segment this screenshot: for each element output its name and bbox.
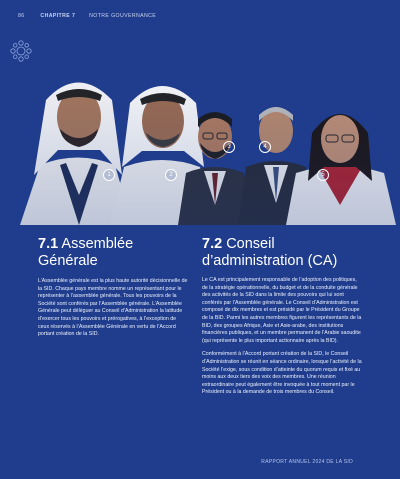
member-number-badge: 2 — [165, 169, 177, 181]
page-number: 86 — [18, 13, 25, 19]
section-general-assembly — [38, 236, 188, 345]
section-number: 7.1 — [38, 236, 59, 252]
member-number-badge: 3 — [223, 141, 235, 153]
section-title: Conseil d’administration (CA) — [202, 236, 338, 269]
member-number-badge: 4 — [259, 141, 271, 153]
chapter-title: NOTRE GOUVERNANCE — [89, 13, 157, 19]
section-heading — [202, 236, 362, 270]
section-title: Assemblée Générale — [38, 236, 134, 269]
section-heading — [38, 236, 188, 270]
section-paragraph: Le CA est principalement responsable de l’adoption des politiques, de la stratégie opérationnelle, du budget et de la conduite générale des activités de la SID dans la limite des pouvoirs qui lui sont conférés par l’Assemblée générale. Le Conseil d’Administration est composé de dix membres et est présidé par le Président du Groupe de la BID. Parmi les autres membres figurent les représentants de la BID, des groupes Afrique, Asie et Asie-arabe, des institutions financières publiques, et un membre permanent de l’Arabie saoudite (qui représente le plus important actionnaire après la BID). — [202, 277, 362, 344]
section-board-of-directors — [202, 236, 362, 403]
board-members-photo — [0, 55, 400, 225]
section-paragraph: Conformément à l’Accord portant création de la SID, le Conseil d’Administration se réunit en séance ordinaire, lorsque l’activité de la Société l’exige, sous condition d’atteinte du quorum requis et fixé au moins aux deux tiers des voix des membres. Une réunion extraordinaire peut également être invoquée à tout moment par le Président ou à la demande de trois membres du Conseil. — [202, 351, 362, 396]
member-number-badge: 1 — [103, 169, 115, 181]
section-number: 7.2 — [202, 236, 223, 252]
member-number-badge: 5 — [317, 169, 329, 181]
section-body: L’Assemblée générale est la plus haute autorité décisionnelle de la SID. Chaque pays membre nomme un représentant pour le représenter à l’assemblée générale. Tous les pouvoirs de la Société sont conférés par l’Assemblée générale. L’Assemblée Générale peut déléguer au Conseil d’Administration la latitude d’exercer tous les pouvoirs et prérogatives, à l’exception de ceux réservés à l’Assemblée Générale en vertu de l’Accord portant création de la SID. — [38, 278, 188, 338]
page-footer: RAPPORT ANNUEL 2024 DE LA SID — [261, 459, 353, 465]
page-header — [18, 13, 168, 19]
chapter-label: CHAPITRE 7 — [40, 13, 76, 19]
